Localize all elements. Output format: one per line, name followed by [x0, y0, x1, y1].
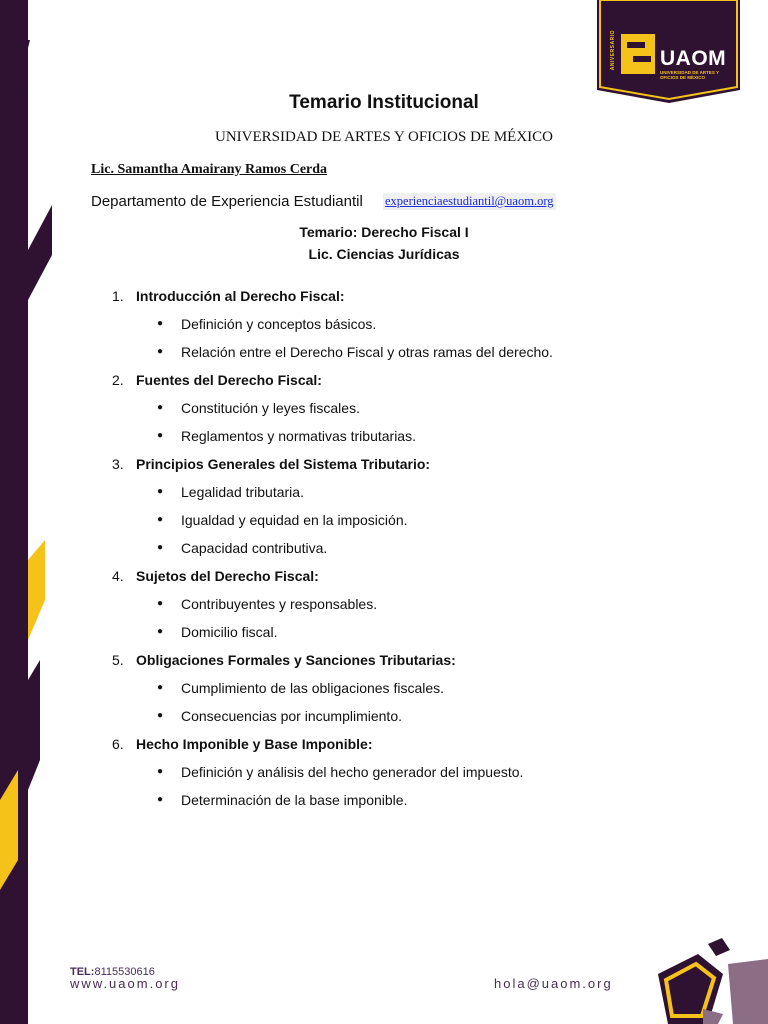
- topic-list: [112, 758, 672, 814]
- unit-number: 3.: [112, 456, 124, 472]
- syllabus-unit: [112, 282, 672, 366]
- unit-number: 1.: [112, 288, 124, 304]
- topic-list: [112, 478, 672, 562]
- unit-title: Fuentes del Derecho Fiscal:: [136, 372, 322, 388]
- author-name: Lic. Samantha Amairany Ramos Cerda: [91, 162, 328, 177]
- topic-text: Reglamentos y normativas tributarias.: [181, 428, 416, 444]
- topic-text: Domicilio fiscal.: [181, 624, 278, 640]
- subject-heading: [0, 221, 768, 265]
- unit-title: Principios Generales del Sistema Tributario:: [136, 456, 431, 472]
- unit-number: 4.: [112, 568, 124, 584]
- unit-title: Introducción al Derecho Fiscal:: [136, 288, 345, 304]
- topic-text: Consecuencias por incumplimiento.: [181, 708, 402, 724]
- syllabus-unit: [112, 646, 672, 730]
- topic-item: [112, 506, 672, 534]
- topic-list: [112, 394, 672, 450]
- topic-text: Definición y conceptos básicos.: [181, 316, 377, 332]
- topic-text: Igualdad y equidad en la imposición.: [181, 512, 408, 528]
- topic-item: [112, 310, 672, 338]
- unit-title: Obligaciones Formales y Sanciones Tributarias:: [136, 652, 456, 668]
- bullet-icon: ●: [157, 514, 164, 525]
- topic-item: [112, 338, 672, 366]
- bullet-icon: ●: [157, 766, 164, 777]
- topic-item: [112, 758, 672, 786]
- topic-list: [112, 310, 672, 366]
- subject-degree: Lic. Ciencias Jurídicas: [308, 246, 460, 262]
- bullet-icon: ●: [157, 318, 164, 329]
- unit-title: Hecho Imponible y Base Imponible:: [136, 736, 373, 752]
- logo-wordmark: UAOM: [660, 47, 727, 70]
- department-email-link[interactable]: experienciaestudiantil@uaom.org: [385, 194, 554, 208]
- bullet-icon: ●: [157, 626, 164, 637]
- syllabus-unit: [112, 730, 672, 814]
- logo-subtitle: UNIVERSIDAD DE ARTES Y OFICIOS DE MÉXICO: [660, 70, 719, 80]
- topic-text: Cumplimiento de las obligaciones fiscales.: [181, 680, 445, 696]
- topic-list: [112, 674, 672, 730]
- topic-text: Relación entre el Derecho Fiscal y otras ramas del derecho.: [181, 344, 553, 360]
- bullet-icon: ●: [157, 598, 164, 609]
- syllabus-list: [112, 282, 672, 814]
- topic-item: [112, 674, 672, 702]
- left-decorative-border: [0, 0, 60, 1024]
- bottom-right-decoration: [648, 934, 768, 1024]
- topic-item: [112, 590, 672, 618]
- syllabus-unit: [112, 450, 672, 562]
- topic-item: [112, 618, 672, 646]
- topic-item: [112, 702, 672, 730]
- unit-heading: [112, 282, 672, 310]
- bullet-icon: ●: [157, 486, 164, 497]
- bullet-icon: ●: [157, 542, 164, 553]
- footer-phone-label: TEL:: [70, 966, 95, 978]
- document-title: Temario Institucional: [289, 92, 479, 113]
- bullet-icon: ●: [157, 710, 164, 721]
- bullet-icon: ●: [157, 402, 164, 413]
- bullet-icon: ●: [157, 794, 164, 805]
- topic-list: [112, 590, 672, 646]
- unit-title: Sujetos del Derecho Fiscal:: [136, 568, 319, 584]
- unit-heading: [112, 646, 672, 674]
- topic-item: [112, 422, 672, 450]
- bullet-icon: ●: [157, 682, 164, 693]
- topic-text: Capacidad contributiva.: [181, 540, 328, 556]
- unit-heading: [112, 562, 672, 590]
- syllabus-unit: [112, 366, 672, 450]
- university-name: UNIVERSIDAD DE ARTES Y OFICIOS DE MÉXICO: [215, 129, 553, 145]
- department-name: Departamento de Experiencia Estudiantil: [91, 193, 363, 210]
- logo-side-text: ANIVERSARIO: [610, 30, 616, 71]
- topic-item: [112, 786, 672, 814]
- topic-item: [112, 394, 672, 422]
- subject-course: Temario: Derecho Fiscal I: [299, 224, 469, 240]
- bullet-icon: ●: [157, 430, 164, 441]
- unit-number: 6.: [112, 736, 124, 752]
- topic-item: [112, 478, 672, 506]
- unit-number: 5.: [112, 652, 124, 668]
- topic-text: Determinación de la base imponible.: [181, 792, 408, 808]
- topic-text: Constitución y leyes fiscales.: [181, 400, 360, 416]
- syllabus-unit: [112, 562, 672, 646]
- bullet-icon: ●: [157, 346, 164, 357]
- footer-website[interactable]: www.uaom.org: [70, 976, 180, 991]
- topic-text: Legalidad tributaria.: [181, 484, 304, 500]
- unit-heading: [112, 730, 672, 758]
- unit-number: 2.: [112, 372, 124, 388]
- unit-heading: [112, 366, 672, 394]
- unit-heading: [112, 450, 672, 478]
- topic-text: Definición y análisis del hecho generador del impuesto.: [181, 764, 524, 780]
- footer-phone-number: 8115530616: [94, 966, 155, 978]
- topic-text: Contribuyentes y responsables.: [181, 596, 378, 612]
- footer-email[interactable]: hola@uaom.org: [494, 976, 613, 991]
- topic-item: [112, 534, 672, 562]
